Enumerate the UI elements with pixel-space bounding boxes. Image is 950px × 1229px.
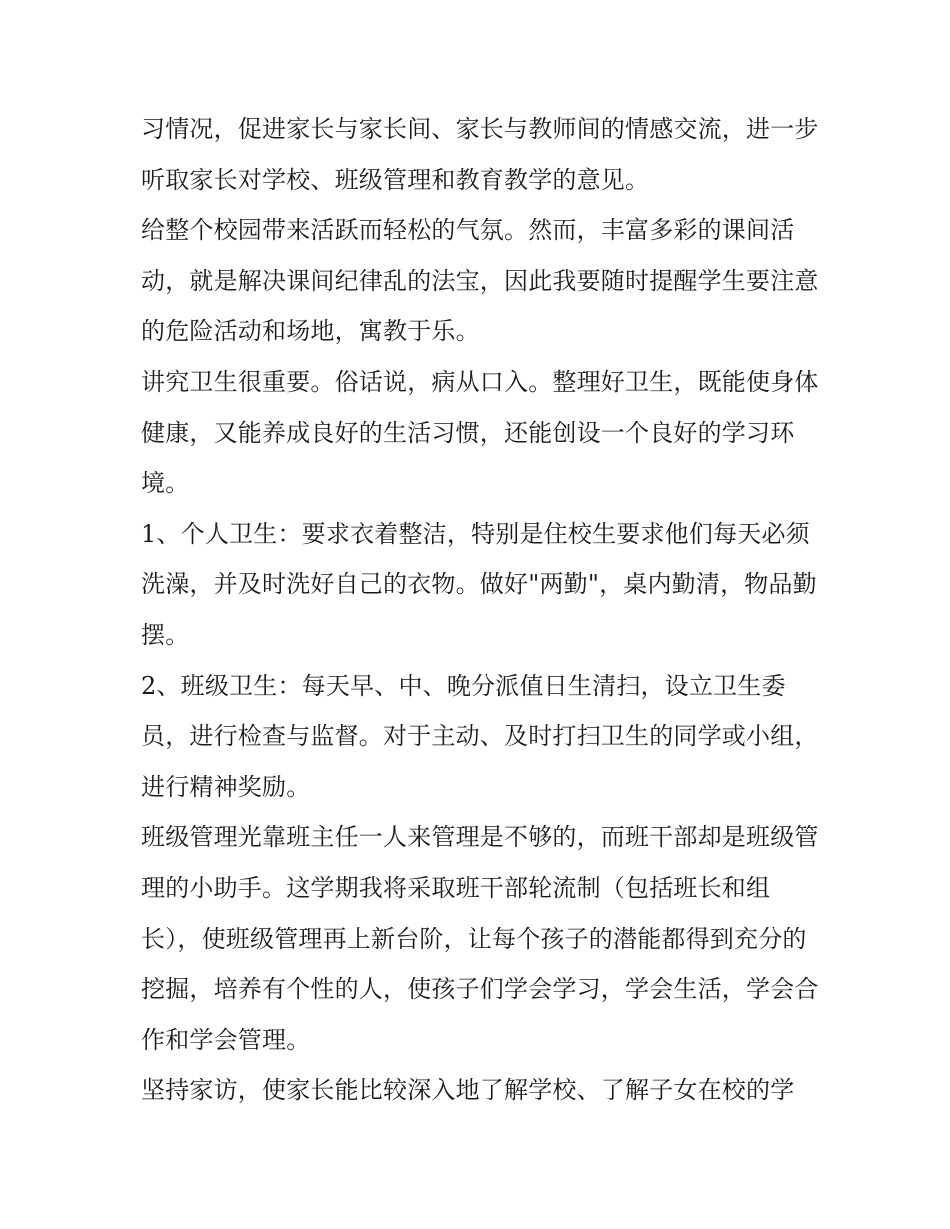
document-body [141, 104, 821, 1116]
paragraph-parent-communication: 习情况，促进家长与家长间、家长与教师间的情感交流，进一步听取家长对学校、班级管理和教育教学的意见。 [141, 115, 819, 194]
paragraph-home-visits: 坚持家访，使家长能比较深入地了解学校、了解子女在校的学 [141, 1076, 795, 1105]
paragraph-recess-activities: 给整个校园带来活跃而轻松的气氛。然而，丰富多彩的课间活动，就是解决课间纪律乱的法宝，因此我要随时提醒学生要注意的危险活动和场地，寓教于乐。 [141, 216, 819, 346]
paragraph-hygiene-importance: 讲究卫生很重要。俗话说，病从口入。整理好卫生，既能使身体健康，又能养成良好的生活习惯，还能创设一个良好的学习环境。 [141, 367, 819, 498]
paragraph-class-management: 班级管理光靠班主任一人来管理是不够的，而班干部却是班级管理的小助手。这学期我将采取班干部轮流制（包括班长和组长），使班级管理再上新台阶，让每个孩子的潜能都得到充分的挖掘，培养有个性的人，使孩子们学会学习，学会生活，学会合作和学会管理。 [141, 823, 819, 1054]
paragraph-class-hygiene: 2、班级卫生：每天早、中、晚分派值日生清扫，设立卫生委员，进行检查与监督。对于主动、及时打扫卫生的同学或小组，进行精神奖励。 [141, 671, 819, 801]
paragraph-personal-hygiene: 1、个人卫生：要求衣着整洁，特别是住校生要求他们每天必须洗澡，并及时洗好自己的衣物。做好"两勤"，桌内勤清，物品勤摆。 [141, 519, 817, 649]
